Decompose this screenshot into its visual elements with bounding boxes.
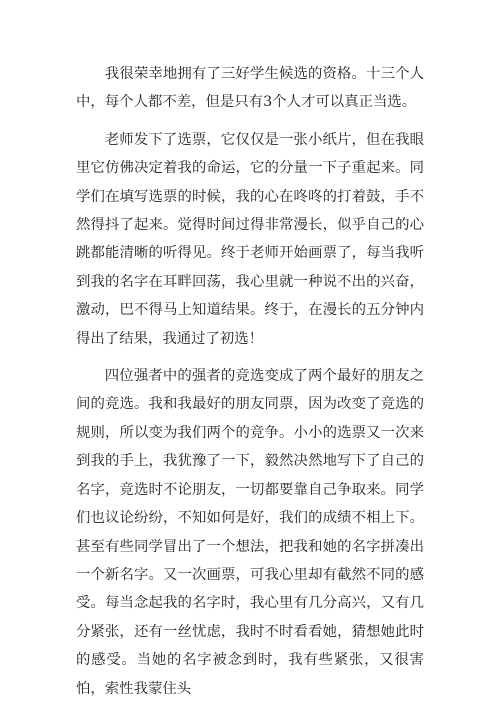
paragraph-candidate-qualification: 我很荣幸地拥有了三好学生候选的资格。十三个人中，每个人都不差，但是只有3个人才可以真正当选。: [76, 66, 424, 111]
document-body: [76, 60, 424, 712]
paragraph-final-vote: 四位强者中的强者的竞选变成了两个最好的朋友之间的竞选。我和我最好的朋友同票，因为改变了竞选的规则，所以变为我们两个的竞争。小小的选票又一次来到我的手上，我犹豫了一下，毅然决然地写下了自己的名字，竞选时不论朋友，一切都要靠自己争取来。同学们也议论纷纷，不知如何是好，我们的成绩不相上下。甚至有些同学冒出了一个想法，把我和她的名字拼凑出一个新名字。又一次画票，可我心里却有截然不同的感受。每当念起我的名字时，我心里有几分高兴，又有几分紧张，还有一丝忧虑，我时不时看看她，猜想她此时的感受。当她的名字被念到时，我有些紧张，又很害怕，索性我蒙住头: [76, 368, 424, 697]
paragraph-first-vote: 老师发下了选票，它仅仅是一张小纸片，但在我眼里它仿佛决定着我的命运，它的分量一下子重起来。同学们在填写选票的时候，我的心在咚咚的打着鼓，手不然得抖了起来。觉得时间过得非常漫长，似乎自己的心跳都能清晰的听得见。终于老师开始画票了，每当我听到我的名字在耳畔回荡，我心里就一种说不出的兴奋，激动，巴不得马上知道结果。终于，在漫长的五分钟内得出了结果，我通过了初选！: [76, 131, 424, 347]
